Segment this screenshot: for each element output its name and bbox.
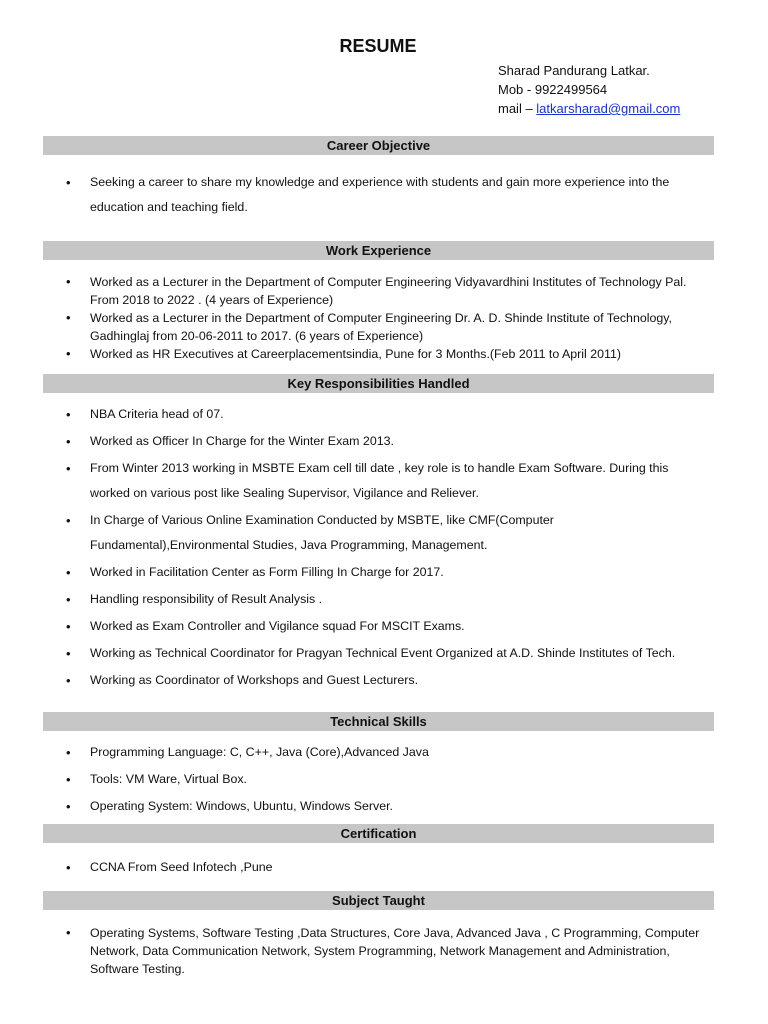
contact-name: Sharad Pandurang Latkar. bbox=[498, 63, 650, 78]
bullet-icon: • bbox=[66, 860, 71, 875]
bullet-icon: • bbox=[66, 646, 71, 661]
list-item bbox=[60, 508, 710, 558]
list-item bbox=[60, 740, 710, 765]
bullet-icon: • bbox=[66, 799, 71, 814]
list-item-text: Operating System: Windows, Ubuntu, Windows Server. bbox=[90, 799, 394, 813]
list-item bbox=[60, 402, 710, 427]
list-item bbox=[60, 170, 710, 220]
list-item bbox=[60, 641, 710, 666]
list-item bbox=[60, 587, 710, 612]
contact-mail bbox=[498, 99, 680, 118]
list-item bbox=[60, 614, 710, 639]
list-item bbox=[60, 429, 710, 454]
bullet-icon: • bbox=[66, 925, 71, 940]
list-item-text: Seeking a career to share my knowledge and experience with students and gain more experience into the education and teaching field. bbox=[90, 175, 670, 214]
email-link[interactable]: latkarsharad@gmail.com bbox=[536, 101, 681, 116]
section-header-certification: Certification bbox=[43, 824, 714, 843]
section-header-technical-skills: Technical Skills bbox=[43, 712, 714, 731]
list-item bbox=[60, 924, 710, 978]
bullet-icon: • bbox=[66, 346, 71, 361]
list-item-text: From Winter 2013 working in MSBTE Exam cell till date , key role is to handle Exam Software. During this worked on various post like Sealing Supervisor, Vigilance and Reliever. bbox=[90, 461, 669, 500]
list-item-text: Operating Systems, Software Testing ,Data Structures, Core Java, Advanced Java , C Programming, Computer Network, Data Communication Network, System Programming, Network Management and Administration, Software Testing. bbox=[90, 926, 700, 976]
bullet-icon: • bbox=[66, 461, 71, 476]
bullet-icon: • bbox=[66, 513, 71, 528]
bullet-icon: • bbox=[66, 673, 71, 688]
list-item-text: Worked as a Lecturer in the Department of Computer Engineering Vidyavardhini Institutes of Technology Pal. From 2018 to 2022 . (4 years of Experience) bbox=[90, 275, 687, 307]
list-item-text: Worked in Facilitation Center as Form Filling In Charge for 2017. bbox=[90, 565, 444, 579]
list-item-text: Worked as Officer In Charge for the Winter Exam 2013. bbox=[90, 434, 394, 448]
bullet-icon: • bbox=[66, 592, 71, 607]
list-item-text: Working as Coordinator of Workshops and Guest Lecturers. bbox=[90, 673, 419, 687]
list-item-text: Worked as Exam Controller and Vigilance squad For MSCIT Exams. bbox=[90, 619, 465, 633]
contact-block bbox=[498, 61, 680, 118]
subject-taught-list bbox=[60, 924, 710, 978]
list-item bbox=[60, 309, 710, 345]
bullet-icon: • bbox=[66, 274, 71, 289]
page-title: RESUME bbox=[339, 36, 417, 56]
list-item bbox=[60, 273, 710, 309]
section-header-work-experience: Work Experience bbox=[43, 241, 714, 260]
bullet-icon: • bbox=[66, 745, 71, 760]
list-item bbox=[60, 855, 710, 880]
technical-skills-list bbox=[60, 740, 710, 821]
list-item bbox=[60, 345, 710, 363]
list-item bbox=[60, 668, 710, 693]
bullet-icon: • bbox=[66, 619, 71, 634]
bullet-icon: • bbox=[66, 565, 71, 580]
section-header-subject-taught: Subject Taught bbox=[43, 891, 714, 910]
list-item-text: Working as Technical Coordinator for Pragyan Technical Event Organized at A.D. Shinde Institutes of Tech. bbox=[90, 646, 676, 660]
work-experience-list bbox=[60, 273, 710, 363]
key-responsibilities-list bbox=[60, 402, 710, 695]
section-header-key-responsibilities: Key Responsibilities Handled bbox=[43, 374, 714, 393]
list-item-text: Tools: VM Ware, Virtual Box. bbox=[90, 772, 247, 786]
contact-mobile: Mob - 9922499564 bbox=[498, 82, 608, 97]
list-item-text: CCNA From Seed Infotech ,Pune bbox=[90, 860, 273, 874]
career-objective-list bbox=[60, 170, 710, 222]
mail-label: mail – bbox=[498, 101, 537, 116]
bullet-icon: • bbox=[66, 310, 71, 325]
list-item-text: In Charge of Various Online Examination Conducted by MSBTE, like CMF(Computer Fundamental),Environmental Studies, Java Programming, Management. bbox=[90, 513, 554, 552]
bullet-icon: • bbox=[66, 175, 71, 190]
list-item-text: Worked as a Lecturer in the Department of Computer Engineering Dr. A. D. Shinde Institute of Technology, Gadhinglaj from 20-06-2011 to 2017. (6 years of Experience) bbox=[90, 311, 672, 343]
list-item bbox=[60, 767, 710, 792]
bullet-icon: • bbox=[66, 407, 71, 422]
list-item-text: Programming Language: C, C++, Java (Core),Advanced Java bbox=[90, 745, 429, 759]
bullet-icon: • bbox=[66, 772, 71, 787]
bullet-icon: • bbox=[66, 434, 71, 449]
list-item-text: Worked as HR Executives at Careerplacementsindia, Pune for 3 Months.(Feb 2011 to April 2011) bbox=[90, 347, 621, 361]
list-item bbox=[60, 456, 710, 506]
list-item-text: NBA Criteria head of 07. bbox=[90, 407, 224, 421]
list-item-text: Handling responsibility of Result Analysis . bbox=[90, 592, 323, 606]
list-item bbox=[60, 794, 710, 819]
list-item bbox=[60, 560, 710, 585]
certification-list bbox=[60, 855, 710, 882]
section-header-career-objective: Career Objective bbox=[43, 136, 714, 155]
